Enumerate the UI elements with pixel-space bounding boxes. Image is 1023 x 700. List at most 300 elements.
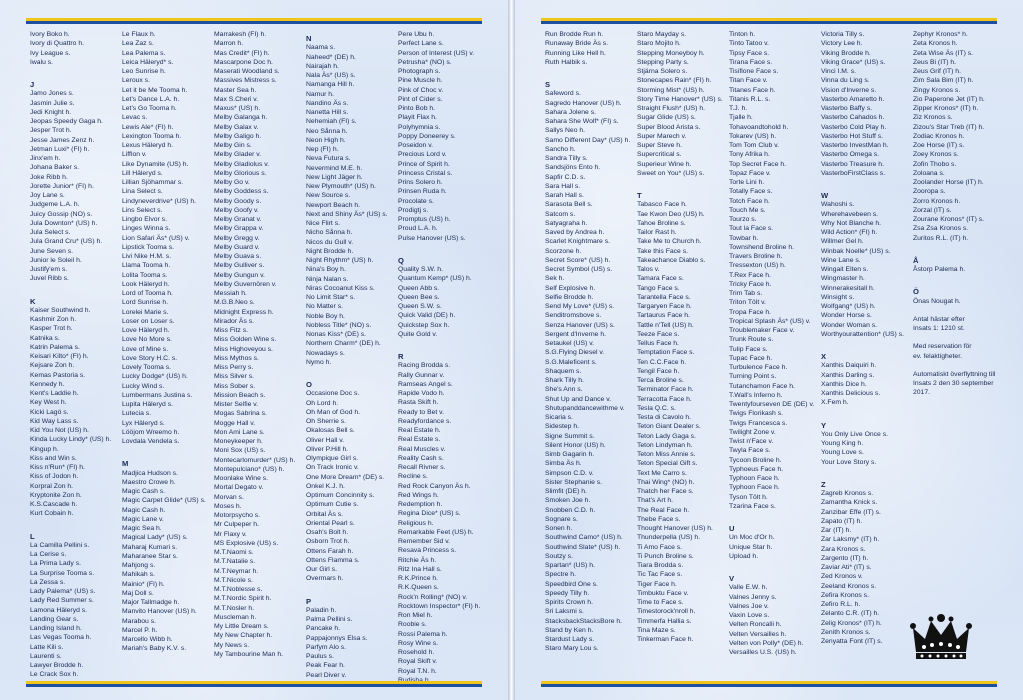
horse-name: Procolate s.	[398, 197, 434, 205]
horse-name: Mr Flaxy v.	[214, 530, 247, 538]
horse-name: Loser on Loser s.	[122, 317, 175, 325]
horse-name: Xanthis Dice h.	[821, 380, 867, 388]
horse-name: Sandra Tilly s.	[545, 155, 588, 162]
horse-name: Night Brodde h.	[306, 247, 354, 255]
horse-name: Twentyfourseven DE (DE) v.	[729, 401, 815, 408]
horse-name: Teton Giant Dealer s.	[637, 423, 701, 431]
horse-name: Miss Mythos s.	[214, 354, 259, 362]
horse-name: Shutupanddancewithme v.	[545, 404, 625, 412]
horse-name: Ivory Boko h.	[30, 31, 70, 38]
horse-name: Troublemaker Face v.	[729, 327, 795, 334]
horse-name: Towbar h.	[729, 234, 759, 242]
name-column	[398, 30, 490, 678]
horse-name: Paladin h.	[306, 606, 337, 614]
section-letter: J	[30, 80, 35, 89]
horse-name: Temptation Face s.	[637, 349, 695, 357]
horse-name: Zefira Kronos s.	[821, 591, 869, 599]
horse-name: Junior le Soleil h.	[30, 256, 82, 264]
horse-name: Nice Flirt s.	[306, 220, 340, 227]
horse-name: Kiss n'Run* (FI) h.	[30, 464, 85, 471]
horse-name: Zofin Thobo s.	[913, 160, 957, 168]
horse-name: Ruth Halbik s.	[545, 58, 588, 66]
horse-name: Velten Roncalli h.	[729, 621, 782, 629]
horse-name: Teton Miss Annie s.	[637, 451, 696, 458]
horse-name: Simpson C.D. v.	[545, 469, 594, 477]
horse-name: Zar Laksmy* (IT) h.	[821, 536, 880, 544]
horse-name: Secret Score* (US) h.	[545, 256, 611, 264]
horse-name: Åstorp Palema h.	[913, 266, 966, 273]
horse-name: Lorelei Marie s.	[122, 308, 169, 316]
horse-name: Okalosas Bell s.	[306, 427, 355, 435]
horse-name: Stjärna Solero s.	[637, 68, 688, 75]
horse-name: Let's Go Tooma h.	[122, 105, 177, 112]
horse-name: Önas Nougat h.	[913, 297, 961, 305]
horse-name: Running Like Hell h.	[545, 49, 606, 57]
horse-name: T.Rex Face h.	[729, 271, 771, 279]
horse-name: Like Dynamite (US) h.	[122, 160, 189, 168]
horse-name: Zagreb Kronos s.	[821, 490, 874, 497]
horse-name: Safeword s.	[545, 90, 581, 98]
horse-name: Quality S.W. h.	[398, 266, 443, 273]
horse-name: Lupita Häleryd s.	[122, 401, 174, 408]
horse-name: Max S.Cheri v.	[214, 95, 259, 103]
horse-name: Tiger Face h.	[637, 580, 677, 588]
horse-name: Melby Grappa v.	[214, 225, 264, 233]
horse-name: New Light Jäger h.	[306, 173, 363, 181]
horse-name: Le Flaux h.	[122, 31, 156, 38]
horse-name: Sara Hall s.	[545, 182, 581, 190]
horse-name: Saved by Andrea h.	[545, 229, 605, 236]
horse-name: Twyla Face s.	[729, 447, 771, 455]
horse-name: Kid Way Lass s.	[30, 417, 79, 425]
horse-name: Tiara Brodda s.	[637, 562, 684, 569]
horse-name: Latte Kili s.	[30, 643, 64, 651]
horse-name: Worthyourattention* (US) s.	[821, 330, 904, 338]
horse-name: Upload h.	[729, 552, 759, 560]
horse-name: Top Secret Face h.	[729, 160, 787, 168]
horse-name: Melby Gulliver s.	[214, 262, 265, 270]
horse-name: Talos v.	[637, 266, 660, 273]
spacer	[913, 333, 1005, 342]
horse-name: Poppy Doneerey s.	[398, 132, 456, 140]
horse-name: Sek h.	[545, 275, 565, 283]
horse-name: Turning Point s.	[729, 373, 777, 381]
horse-name: Morvan s.	[214, 493, 244, 501]
horse-name: Time to Face s.	[637, 599, 684, 606]
horse-name: Juicy Gossip (NO) s.	[30, 210, 93, 218]
horse-name: Promptus (US) h.	[398, 216, 451, 223]
horse-name: Overmars h.	[306, 575, 344, 583]
horse-name: Magic Sea h.	[122, 525, 162, 532]
horse-name: Tinto Tatoo v.	[729, 40, 769, 48]
horse-name: Jeopas Speedy Gaga h.	[30, 118, 103, 125]
horse-name: Titan Face v.	[729, 77, 768, 85]
horse-name: Melby Goddess s.	[214, 188, 269, 196]
horse-name: Sapfir C.D. s.	[545, 173, 586, 181]
horse-name: Melby Gin s.	[214, 142, 252, 149]
horse-name: Miss Perry s.	[214, 364, 254, 371]
page-gutter	[508, 0, 515, 700]
horse-name: Mogas Sabrina s.	[214, 410, 267, 418]
horse-name: Tout la Face s.	[729, 225, 774, 233]
horse-name: Self Explosive h.	[545, 284, 596, 292]
horse-name: Sergent d'Inverne h.	[545, 330, 606, 338]
spacer	[913, 361, 1005, 370]
horse-name: Shut Up and Dance v.	[545, 395, 611, 403]
horse-name: Zorzal (IT) s.	[913, 206, 952, 214]
horse-name: Remarkable Feet (US) h.	[398, 528, 474, 536]
horse-name: Maestro Crowe h.	[122, 478, 176, 486]
horse-name: Melby Guava s.	[214, 253, 262, 260]
horse-name: Leo Sunrise h.	[122, 68, 166, 75]
horse-name: Katnika s.	[30, 334, 60, 342]
horse-name: Muscleman h.	[214, 613, 257, 621]
horse-name: M.T.Naomi s.	[214, 549, 254, 556]
horse-name: Nicos du Gull v.	[306, 238, 354, 246]
horse-name: She's Ann s.	[545, 386, 583, 394]
horse-name: Oliver P.Hill h.	[306, 445, 349, 453]
horse-name: M.T.Nicole s.	[214, 576, 253, 584]
horse-name: Le Crack Sox h.	[30, 671, 79, 679]
horse-name: Nanetta Hill s.	[306, 109, 349, 116]
horse-name: Miss Highoveyou s.	[214, 345, 273, 353]
horse-name: Storming Mist* (US) h.	[637, 86, 705, 94]
horse-name: M.T.Natalie s.	[214, 558, 256, 566]
horse-name: Major Tallmadge h.	[122, 599, 180, 606]
horse-name: My Tambourine Man h.	[214, 650, 284, 658]
horse-name: Maserati Woodland s.	[214, 68, 280, 75]
horse-name: Montecarlomurder* (US) h.	[214, 456, 296, 464]
horse-name: Slimfit (DE) h.	[545, 488, 587, 495]
horse-name: Takeachance Diablo s.	[637, 256, 706, 264]
spacer	[398, 243, 490, 252]
horse-name: Marabou s.	[122, 617, 157, 625]
horse-name: Sandsjöns Ento h.	[545, 164, 601, 172]
spacer	[913, 274, 1005, 283]
horse-name: Melby Granat v.	[214, 216, 262, 223]
horse-name: Namur h.	[306, 90, 334, 98]
horse-name: Nairajah h.	[306, 62, 339, 70]
horse-name: Onkel K.J. h.	[306, 482, 345, 490]
horse-name: Jesse James Zenz h.	[30, 136, 95, 144]
horse-name: Lawyer Brodde h.	[30, 662, 84, 669]
horse-name: M.T.Nosler h.	[214, 604, 255, 612]
horse-name: Tyson Tölt h.	[729, 493, 768, 501]
horse-name: Kingup h.	[30, 445, 59, 453]
horse-name: Zizou's Star Treb (IT) h.	[913, 123, 985, 131]
horse-name: R.K.Prince h.	[398, 575, 439, 582]
horse-name: Regina Dice* (US) s.	[398, 510, 461, 518]
horse-name: Tina Maze s.	[637, 626, 676, 634]
horse-name: Southwind Camo* (US) h.	[545, 534, 623, 542]
horse-name: Master Sea h.	[214, 86, 257, 94]
name-column	[30, 30, 122, 678]
horse-name: New Plymouth* (US) h.	[306, 183, 376, 190]
name-column	[214, 30, 306, 678]
horse-name: Lady Red Summer s.	[30, 597, 94, 605]
horse-name: My New Chapter h.	[214, 632, 273, 640]
horse-name: Ottens Farah h.	[306, 547, 354, 555]
horse-name: Topaz Face v.	[729, 169, 771, 177]
horse-name: Staro Mayday s.	[637, 31, 687, 38]
horse-name: Teton Special Gift s.	[637, 460, 698, 468]
horse-name: R.K.Queen s.	[398, 584, 439, 592]
horse-name: Nicho Sånna h.	[306, 229, 353, 237]
horse-name: Zelig Kronos* (IT) h.	[821, 619, 882, 627]
horse-name: Recline s.	[398, 473, 428, 481]
horse-name: Mission Beach s.	[214, 391, 266, 399]
horse-name: Nymo h.	[306, 358, 332, 366]
horse-name: Kurt Cobain h.	[30, 510, 74, 518]
horse-name: Trunk Route s.	[729, 336, 774, 344]
horse-name: Sognare s.	[545, 515, 578, 523]
horse-name: Scorzone h.	[545, 247, 582, 255]
horse-name: Winnerakesitall h.	[821, 284, 875, 292]
horse-name: Real Muscles v.	[398, 445, 446, 453]
spacer	[729, 561, 821, 570]
section-letter: U	[729, 524, 735, 533]
horse-name: Polyhymnia s.	[398, 123, 441, 131]
horse-name: Moses h.	[214, 502, 242, 510]
horse-name: Jinx'em h.	[30, 155, 61, 162]
horse-name: Tohavoandtohold h.	[729, 123, 789, 131]
horse-name: Lill Häleryd s.	[122, 169, 163, 177]
horse-name: Zanzibar Effe (IT) s.	[821, 508, 881, 516]
horse-name: Maharaj Kumari s.	[122, 543, 178, 551]
section-letter: Y	[821, 420, 827, 430]
horse-name: Rocktown Inspector* (FI) h.	[398, 602, 481, 610]
horse-name: Thai Wing* (NO) h.	[637, 478, 695, 486]
horse-name: Nep (FI) h.	[306, 146, 339, 153]
horse-name: Speedbird One s.	[545, 580, 598, 588]
horse-name: Twist n'Face v.	[729, 438, 774, 445]
horse-name: Zara Kronos s.	[821, 545, 866, 553]
horse-name: Lipstick Tooma s.	[122, 243, 175, 251]
horse-name: Ritz Ina Hall s.	[398, 565, 442, 573]
horse-name: Sahara Jolene s.	[545, 108, 597, 116]
horse-name: Tressexton (US) h.	[729, 262, 786, 270]
horse-name: Melby Galanga h.	[214, 114, 268, 122]
horse-name: Miss Fitz s.	[214, 327, 248, 334]
name-column	[913, 30, 1005, 678]
horse-name: Maj Doll s.	[122, 589, 154, 597]
horse-name: Lea Palema s.	[122, 49, 166, 57]
horse-name: Pere Ubu h.	[398, 31, 435, 38]
horse-name: Let it be Me Tooma h.	[122, 86, 188, 94]
horse-name: Satyagraha h.	[545, 219, 588, 227]
horse-name: Zelanto C.R. (IT) h.	[821, 610, 880, 618]
horse-name: Kryptonite Zon h.	[30, 491, 82, 499]
horse-name: Totally Face s.	[729, 188, 773, 196]
horse-name: Zapato (IT) h.	[821, 517, 863, 525]
horse-name: Pearl Diver v.	[306, 671, 347, 679]
horse-name: T.Wall's Inferno h.	[729, 391, 783, 399]
horse-name: Sri Laksmi s.	[545, 608, 584, 616]
horse-name: Send My Love* (US) s.	[545, 303, 615, 310]
horse-name: Spirits Crown h.	[545, 599, 593, 606]
horse-name: Sagredo Hanover (US) h.	[545, 99, 622, 107]
horse-name: Paulus s.	[306, 653, 334, 660]
horse-name: Kaiser Southwind h.	[30, 306, 91, 314]
horse-name: Tricky Face h.	[729, 280, 772, 288]
horse-name: Teeze Face s.	[637, 330, 680, 338]
spacer	[637, 178, 729, 187]
horse-name: La Zessa s.	[30, 578, 66, 586]
horse-name: Staro Mojito h.	[637, 40, 681, 48]
horse-name: Ron Miel h.	[398, 612, 433, 619]
horse-name: Justify'em s.	[30, 266, 68, 273]
horse-name: Straight Flush* (US) h.	[637, 105, 705, 112]
horse-name: Tropical Splash Äs* (US) v.	[729, 317, 811, 325]
horse-name: Love No More s.	[122, 336, 172, 344]
horse-name: Viking Brodde h.	[821, 49, 871, 57]
horse-name: Tirana Face s.	[729, 58, 773, 66]
horse-name: Photograph s.	[398, 68, 441, 75]
horse-name: Pint of Cider s.	[398, 95, 443, 103]
horse-name: Valnes Jenny s.	[729, 593, 777, 601]
horse-name: Townshend Broline h.	[729, 243, 794, 251]
horse-name: Miss Golden Wine s.	[214, 336, 277, 344]
horse-name: La Prima Lady s.	[30, 560, 81, 568]
horse-name: Zeus Bi (IT) h.	[913, 58, 957, 66]
horse-name: Lamona Häleryd s.	[30, 606, 88, 614]
horse-name: Mr Culpeper h.	[214, 521, 259, 529]
horse-name: Pulse Hanover (US) s.	[398, 234, 466, 242]
horse-name: Miss Sober s.	[214, 382, 256, 390]
section-letter: K	[30, 296, 36, 306]
horse-name: Sahara She Wolf* (FI) s.	[545, 118, 619, 125]
horse-name: Mascarpone Doc h.	[214, 58, 273, 66]
horse-name: Kashmir Zon h.	[30, 316, 77, 323]
horse-name: Melby Gregg v.	[214, 234, 260, 242]
horse-name: Sister Stephanie s.	[545, 478, 603, 486]
horse-name: Southwind Slate* (US) h.	[545, 543, 621, 551]
horse-name: Pancake h.	[306, 625, 341, 633]
horse-name: Super Marech v.	[637, 132, 687, 140]
horse-name: Leica Häleryd* s.	[122, 58, 174, 66]
horse-name: Vision d'Inverne s.	[821, 86, 877, 94]
horse-name: Pinto Bob h.	[398, 105, 436, 112]
horse-name: Kejsare Zon h.	[30, 362, 75, 370]
horse-name: Pappajonnys Elsa s.	[306, 634, 368, 642]
horse-name: Kiss of Jodon h.	[30, 473, 79, 481]
horse-name: Typhoon Face h.	[729, 475, 780, 482]
horse-name: Magic Carpet Glide* (US) s.	[122, 497, 206, 505]
horse-name: Tengil Face h.	[637, 367, 680, 375]
horse-name: Parfym Alo s.	[306, 643, 347, 651]
horse-name: M.T.Neymar h.	[214, 567, 259, 575]
horse-name: Zodiac Kronos h.	[913, 132, 965, 140]
horse-name: Med reservation för	[913, 343, 972, 351]
horse-name: Pine Muscle h.	[398, 77, 443, 85]
horse-name: MS Explosive (US) s.	[214, 539, 279, 547]
horse-name: Osah's Bolt h.	[306, 529, 349, 536]
horse-name: Red Rock Canyon Äs h.	[398, 482, 471, 490]
spacer	[821, 408, 913, 417]
horse-name: M.T.Nordic Spirit h.	[214, 595, 272, 603]
horse-name: Zaviar Ati* (IT) s.	[821, 564, 872, 571]
horse-name: Wherehavebeen s.	[821, 210, 879, 218]
horse-name: Mas Credit* (FI) h.	[214, 49, 270, 57]
horse-name: Naama s.	[306, 44, 336, 52]
horse-name: Recall Rivner s.	[398, 464, 446, 471]
horse-name: Prodigtj s.	[398, 206, 429, 214]
horse-name: Selfie Brodde h.	[545, 293, 594, 301]
horse-name: Zenyatta Font (IT) s.	[821, 638, 883, 645]
horse-name: Let's Dance L.A. h.	[122, 95, 180, 103]
horse-name: Touch Me s.	[729, 206, 766, 214]
horse-name: Kicki Lagö s.	[30, 408, 69, 416]
horse-name: Vasterbo Cahados h.	[821, 114, 885, 122]
section-letter: Å	[913, 255, 919, 265]
horse-name: Lumbermans Justina s.	[122, 391, 193, 399]
horse-name: Peak Fear h.	[306, 662, 345, 670]
horse-name: Optimum Concinnity s.	[306, 492, 375, 499]
name-column	[637, 30, 729, 678]
horse-name: Vinci I.M. s.	[821, 68, 856, 75]
horse-name: Why Not Blanche h.	[821, 219, 882, 227]
horse-name: Poseidon v.	[398, 142, 434, 149]
horse-name: Jasmin Julie s.	[30, 99, 75, 107]
horse-name: Zeta Wise Äs (IT) s.	[913, 49, 974, 57]
horse-name: Thatch her Face s.	[637, 488, 694, 495]
horse-name: Newport Beach h.	[306, 201, 361, 209]
section-letter: V	[729, 574, 735, 583]
horse-name: La Camilla Pellini s.	[30, 541, 90, 549]
horse-name: Take this Face s.	[637, 247, 688, 255]
horse-name: Night Rhythm* (US) h.	[306, 257, 374, 264]
horse-name: Text Me Carro s.	[637, 469, 687, 477]
horse-name: Lingbo Elvor s.	[122, 216, 167, 223]
horse-name: Tahoe Broline s.	[637, 219, 686, 227]
horse-name: Melby Guvernören v.	[214, 280, 277, 288]
horse-name: Love of Mine s.	[122, 345, 169, 353]
horse-name: ev. felaktigheter.	[913, 352, 962, 360]
horse-name: Zargento (IT) h.	[821, 554, 869, 562]
horse-name: Versailles U.S. (US) h.	[729, 649, 797, 656]
section-letter: Ö	[913, 287, 919, 297]
horse-name: Winsight s.	[821, 293, 855, 301]
horse-name: Joke Ribb h.	[30, 173, 68, 181]
horse-name: Melby Glader v.	[214, 151, 262, 159]
horse-name: My Little Dream s.	[214, 623, 269, 630]
horse-name: Satcom s.	[545, 210, 576, 218]
horse-name: Tulip Face s.	[729, 345, 768, 353]
horse-name: Precious Lord v.	[398, 151, 447, 159]
horse-name: Zio Paperone Jet (IT) h.	[913, 95, 985, 103]
horse-name: Royal T.N. h.	[398, 667, 437, 675]
horse-name: Jesper Trot h.	[30, 127, 72, 135]
horse-name: Simb Gagarin h.	[545, 451, 595, 458]
horse-name: Shaquem s.	[545, 367, 582, 375]
spacer	[913, 243, 1005, 252]
horse-name: Young King h.	[821, 440, 864, 447]
horse-name: Ti Punch Broline s.	[637, 552, 694, 560]
crown-icon	[910, 612, 972, 664]
horse-name: Neon High h.	[306, 136, 346, 144]
horse-name: Johana Baker s.	[30, 164, 80, 172]
horse-name: Ti Amo Face s.	[637, 543, 683, 551]
horse-name: Victoria Tilly s.	[821, 31, 865, 38]
horse-name: Mariah's Baby K.V. s.	[122, 645, 187, 653]
horse-name: Tropa Face h.	[729, 308, 772, 316]
horse-name: T.J. h.	[729, 105, 748, 112]
horse-name: Montepulciano* (US) h.	[214, 465, 285, 473]
spacer	[821, 339, 913, 348]
horse-name: Juvel Ribb s.	[30, 275, 69, 283]
horse-name: Silent Honor (US) h.	[545, 441, 606, 449]
horse-name: Tae Kwon Deo (US) h.	[637, 210, 705, 218]
